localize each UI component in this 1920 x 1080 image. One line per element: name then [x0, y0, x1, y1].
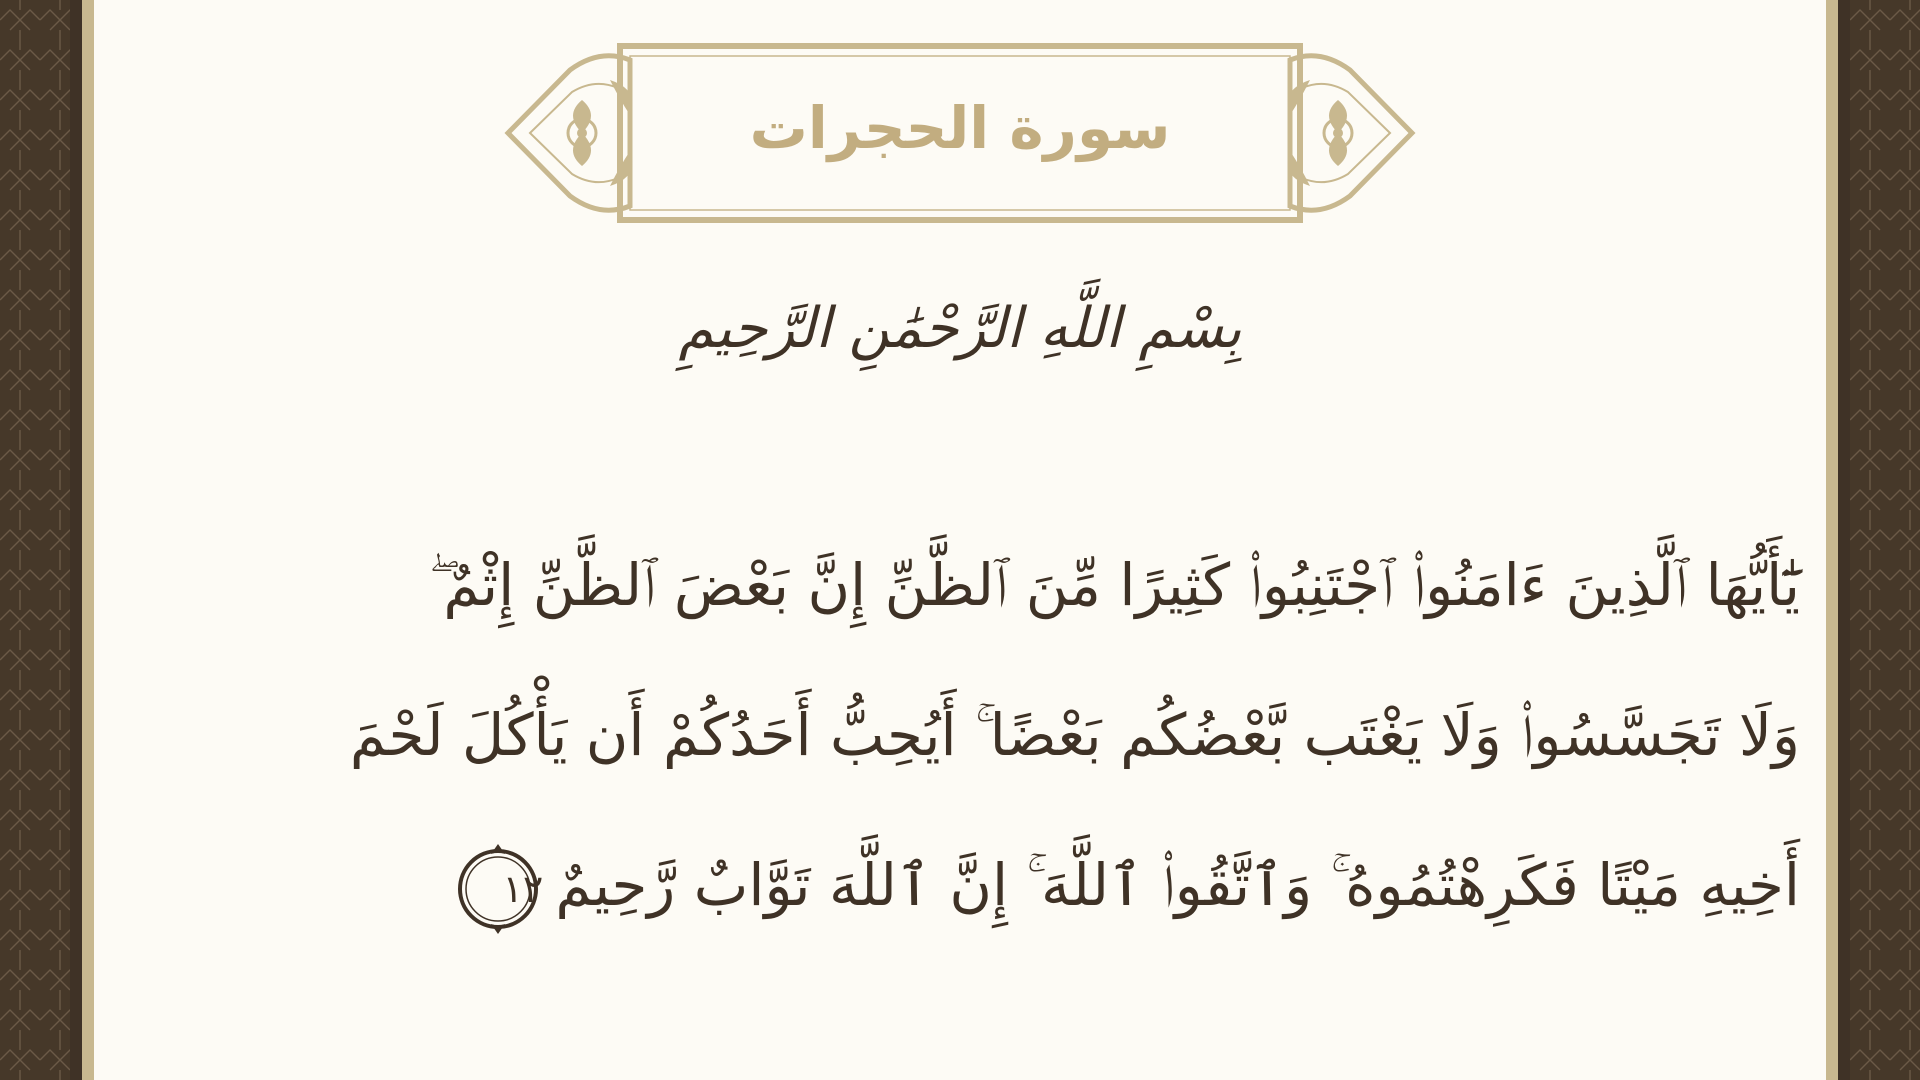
verse-line-text: أَخِيهِ مَيْتًا فَكَرِهْتُمُوهُ ۚ وَٱتَّقُوا۟ ٱللَّهَ ۚ إِنَّ ٱللَّهَ تَوَّابٌ رَّحِيمٌ [555, 851, 1800, 919]
left-pattern-border [0, 0, 70, 1080]
left-gold-strip [82, 0, 94, 1080]
ayah-number: ١٢ [502, 866, 544, 911]
verse-line-last [200, 810, 1800, 960]
right-pattern-border [1850, 0, 1920, 1080]
verse-line: يَٰٓأَيُّهَا ٱلَّذِينَ ءَامَنُوا۟ ٱجْتَنِبُوا۟ كَثِيرًا مِّنَ ٱلظَّنِّ إِنَّ بَعْضَ ٱلظَّنِّ إِثْمٌ ۖ [428, 551, 1800, 619]
surah-title: سورة الحجرات [749, 94, 1171, 162]
ayah-end-marker [453, 844, 543, 934]
verse-line: وَلَا تَجَسَّسُوا۟ وَلَا يَغْتَب بَّعْضُكُم بَعْضًا ۚ أَيُحِبُّ أَحَدُكُمْ أَن يَأْكُلَ لَحْمَ [349, 701, 1800, 769]
basmala: بِسْمِ اللَّهِ الرَّحْمَٰنِ الرَّحِيمِ [678, 296, 1242, 361]
surah-title-cartouche [500, 40, 1420, 226]
right-gold-strip [1826, 0, 1838, 1080]
verse-text [200, 510, 1800, 960]
